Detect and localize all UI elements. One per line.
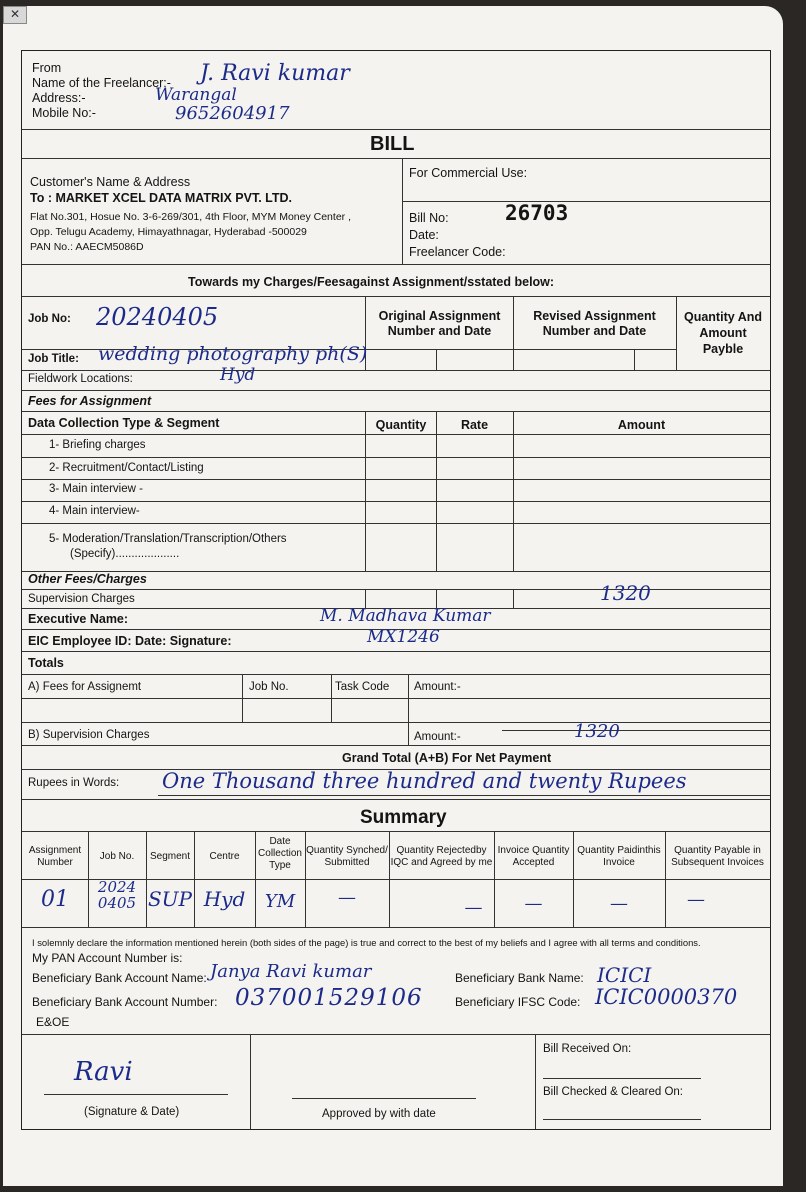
bill-no-label: Bill No: xyxy=(409,211,449,225)
towards-text: Towards my Charges/Feesagainst Assignment/sstated below: xyxy=(188,275,555,289)
supervision-value: 1320 xyxy=(600,581,651,605)
pan-label: My PAN Account Number is: xyxy=(32,951,183,965)
declaration-text: I solemnly declare the information mentioned herein (both sides of the page) is true and correct to the best of my beliefs and I agree with all terms and conditions. xyxy=(32,937,701,948)
quantity-header: Quantity xyxy=(375,418,427,432)
eoe-label: E&OE xyxy=(36,1015,70,1029)
grand-total-label: Grand Total (A+B) For Net Payment xyxy=(342,751,552,765)
customer-to: To : MARKET XCEL DATA MATRIX PVT. LTD. xyxy=(30,191,293,205)
summary-header: Segment xyxy=(149,851,191,862)
approved-line xyxy=(292,1098,476,1099)
summary-cell: 2024 0405 xyxy=(97,878,137,912)
divider xyxy=(22,523,770,524)
address-label: Address:- xyxy=(32,91,86,105)
original-label-1: Original Assignment xyxy=(378,309,501,323)
summary-cell: — xyxy=(524,893,543,914)
divider xyxy=(513,411,514,571)
ifsc-value: ICIC0000370 xyxy=(595,985,738,1009)
qty-amount-label-2: Amount xyxy=(699,326,747,340)
summary-header: Invoice Quantity Accepted xyxy=(497,845,570,868)
fieldwork-value: Hyd xyxy=(220,365,256,385)
divider xyxy=(22,129,770,130)
signature-line xyxy=(44,1094,228,1095)
fieldwork-label: Fieldwork Locations: xyxy=(28,373,133,385)
summary-cell: — xyxy=(687,889,705,910)
summary-cell: SUP xyxy=(147,887,192,911)
divider xyxy=(22,799,770,800)
summary-header: Job No. xyxy=(99,851,135,862)
totals-job-no-header: Job No. xyxy=(249,681,289,693)
bill-no-value: 26703 xyxy=(505,201,569,225)
bill-title: BILL xyxy=(370,133,415,155)
approved-label: Approved by with date xyxy=(322,1108,436,1120)
supervision-label: Supervision Charges xyxy=(28,593,135,605)
bank-account-name-label: Beneficiary Bank Account Name: xyxy=(32,971,207,985)
freelancer-label: Name of the Freelancer:- xyxy=(32,76,171,90)
summary-header: Assignment Number xyxy=(28,845,82,868)
divider xyxy=(22,390,770,391)
divider xyxy=(22,927,770,928)
summary-cell: — xyxy=(338,887,356,908)
signature-label: (Signature & Date) xyxy=(84,1106,180,1118)
bank-account-number-label: Beneficiary Bank Account Number: xyxy=(32,995,218,1009)
summary-title: Summary xyxy=(360,807,447,828)
received-line xyxy=(543,1078,701,1079)
date-label: Date: xyxy=(409,228,439,242)
fee-item: 5- Moderation/Translation/Transcription/Others xyxy=(49,533,287,545)
divider xyxy=(250,1034,251,1129)
amount-b-value: 1320 xyxy=(574,721,620,742)
fee-item: 4- Main interview- xyxy=(49,505,140,517)
fees-section-label: Fees for Assignment xyxy=(28,394,152,408)
summary-cell: Hyd xyxy=(203,887,246,911)
divider xyxy=(22,698,770,699)
divider xyxy=(22,745,770,746)
commercial-label: For Commercial Use: xyxy=(409,166,528,180)
customer-pan: PAN No.: AAECM5086D xyxy=(30,241,144,253)
summary-cell: — xyxy=(610,893,628,914)
mobile-value: 9652604917 xyxy=(175,103,290,124)
divider xyxy=(22,158,770,159)
divider xyxy=(22,722,770,723)
divider xyxy=(408,674,409,745)
fee-item: 2- Recruitment/Contact/Listing xyxy=(49,462,204,474)
other-fees-label: Other Fees/Charges xyxy=(28,572,147,586)
rupees-words-value: One Thousand three hundred and twenty Rupees xyxy=(162,769,687,793)
customer-address-1: Flat No.301, Hosue No. 3-6-269/301, 4th Floor, MYM Money Center , xyxy=(30,211,351,223)
divider xyxy=(22,411,770,412)
amount-b-label: Amount:- xyxy=(414,731,461,743)
fees-type-label: Data Collection Type & Segment xyxy=(28,416,220,430)
summary-header: Quantity Payable in Subsequent Invoices xyxy=(671,845,764,868)
job-no-value: 20240405 xyxy=(96,303,219,331)
mobile-label: Mobile No:- xyxy=(32,106,96,120)
fee-specify: (Specify).................... xyxy=(70,548,180,560)
revised-label-1: Revised Assignment xyxy=(533,309,656,323)
bank-account-name-value: Janya Ravi kumar xyxy=(210,961,372,982)
bill-received-label: Bill Received On: xyxy=(543,1043,632,1055)
summary-header: Quantity Synched/ Submitted xyxy=(306,845,388,868)
divider xyxy=(158,795,770,796)
amount-a-label: Amount:- xyxy=(414,681,461,693)
eic-label: EIC Employee ID: Date: Signature: xyxy=(28,634,232,648)
summary-cell: — xyxy=(464,897,483,918)
bank-name-value: ICICI xyxy=(597,963,652,987)
ifsc-label: Beneficiary IFSC Code: xyxy=(455,995,581,1009)
qty-amount-label-1: Quantity And xyxy=(683,310,762,324)
eic-value: MX1246 xyxy=(367,627,440,647)
executive-value: M. Madhava Kumar xyxy=(320,606,491,626)
bill-sheet xyxy=(3,6,783,1186)
fee-item: 1- Briefing charges xyxy=(49,439,146,451)
divider xyxy=(22,651,770,652)
job-title-label: Job Title: xyxy=(28,353,79,365)
divider xyxy=(365,411,366,571)
divider xyxy=(22,434,770,435)
divider xyxy=(22,457,770,458)
bank-account-number-value: 037001529106 xyxy=(235,985,423,1011)
bill-form xyxy=(21,50,771,1130)
summary-header: Quantity Paidinthis Invoice xyxy=(577,845,661,868)
divider xyxy=(436,411,437,571)
from-label: From xyxy=(32,61,62,75)
divider xyxy=(22,1034,770,1035)
divider xyxy=(22,589,770,590)
qty-amount-label-3: Payble xyxy=(702,342,744,356)
close-icon[interactable]: ✕ xyxy=(3,6,27,24)
bank-name-label: Beneficiary Bank Name: xyxy=(455,971,584,985)
divider xyxy=(535,1034,536,1129)
executive-label: Executive Name: xyxy=(28,612,129,626)
fee-item: 3- Main interview - xyxy=(49,483,143,495)
job-no-label: Job No: xyxy=(28,313,71,325)
freelancer-value: J. Ravi kumar xyxy=(200,61,350,86)
revised-label-2: Number and Date xyxy=(542,324,647,338)
freelancer-code-label: Freelancer Code: xyxy=(409,245,506,259)
summary-header: Quantity Rejectedby IQC and Agreed by me xyxy=(390,845,493,868)
supervision-charges-label: B) Supervision Charges xyxy=(28,729,150,741)
amount-header: Amount xyxy=(617,418,666,432)
divider xyxy=(22,296,770,297)
divider xyxy=(22,831,770,832)
divider xyxy=(22,370,770,371)
job-title-value: wedding photography ph(S) xyxy=(98,343,368,365)
summary-cell: YM xyxy=(264,891,296,912)
bill-checked-label: Bill Checked & Cleared On: xyxy=(543,1086,683,1098)
signature-value: Ravi xyxy=(74,1057,133,1087)
original-label-2: Number and Date xyxy=(387,324,492,338)
summary-header: Date Collection Type xyxy=(258,836,302,871)
summary-header: Centre xyxy=(209,851,240,862)
divider xyxy=(22,479,770,480)
rate-header: Rate xyxy=(460,418,489,432)
rupees-words-label: Rupees in Words: xyxy=(28,777,120,789)
checked-line xyxy=(543,1119,701,1120)
task-code-header: Task Code xyxy=(335,681,390,693)
address-value: Warangal xyxy=(155,85,237,105)
divider xyxy=(634,349,635,370)
divider xyxy=(513,589,514,608)
fees-assignment-label: A) Fees for Assignemt xyxy=(28,681,142,693)
customer-label: Customer's Name & Address xyxy=(30,175,191,189)
totals-label: Totals xyxy=(28,656,64,670)
divider xyxy=(402,158,403,264)
divider xyxy=(502,730,770,731)
divider xyxy=(22,264,770,265)
divider xyxy=(402,201,770,202)
divider xyxy=(22,501,770,502)
divider xyxy=(22,674,770,675)
summary-cell: 01 xyxy=(41,887,69,912)
divider xyxy=(436,349,437,370)
customer-address-2: Opp. Telugu Academy, Himayathnagar, Hyderabad -500029 xyxy=(30,226,307,238)
